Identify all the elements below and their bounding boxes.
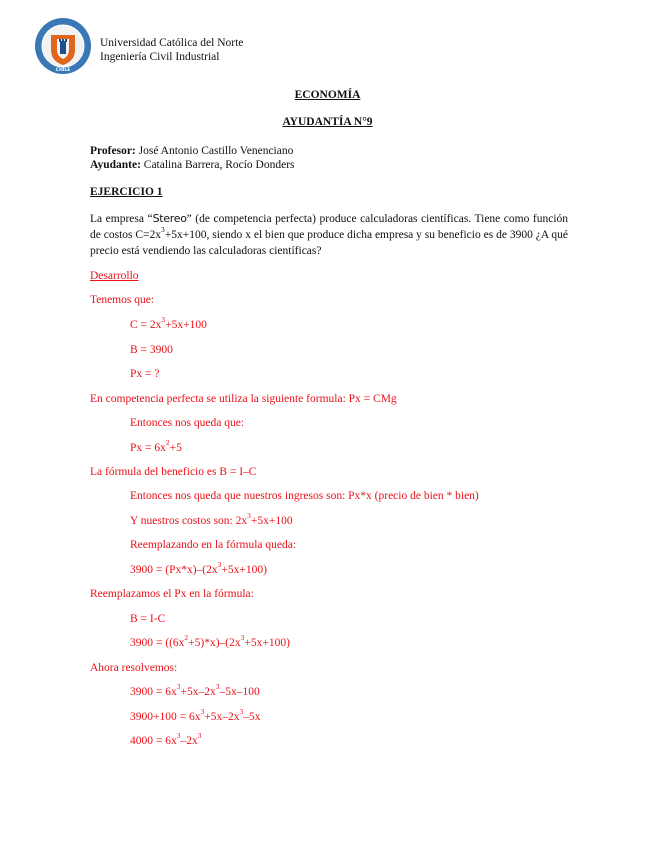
exercise-title: EJERCICIO 1 <box>90 186 163 198</box>
solution-line: En competencia perfecta se utiliza la siguiente formula: Px = CMg <box>90 393 397 405</box>
seal-country-text: CHILE <box>55 68 71 73</box>
brand-name: Stereo <box>152 212 187 225</box>
university-seal-icon <box>34 17 92 75</box>
document-title: ECONOMÍA <box>294 89 361 101</box>
institution-header <box>100 36 243 64</box>
equation-line: $3900 = (Px*x)-(2x^3+5x+100)$ <box>130 560 267 576</box>
ayudante-label: Ayudante: <box>90 159 141 171</box>
department-name: Ingeniería Civil Industrial <box>100 51 220 63</box>
equation-line: Y nuestros costos son: $2x^3+5x+100$ <box>130 511 293 527</box>
equation-line: Px = ? <box>130 368 160 380</box>
solution-line: La fórmula del beneficio es B = I–C <box>90 466 257 478</box>
solution-line: Tenemos que: <box>90 294 155 306</box>
solution-line: Reemplazamos el Px en la fórmula: <box>90 588 254 600</box>
equation-line: $Px = 6x^2+5$ <box>130 438 182 454</box>
document-subtitle: AYUDANTÍA N°9 <box>282 116 373 128</box>
university-name: Universidad Católica del Norte <box>100 37 244 49</box>
solution-line: Reemplazando en la fórmula queda: <box>130 539 297 551</box>
equation-line: $C = 2x^3+5x+100$ <box>130 315 207 331</box>
solution-line: Entonces nos queda que: <box>130 417 245 429</box>
solution-line: Entonces nos queda que nuestros ingresos son: Px*x (precio de bien * bien) <box>130 490 479 502</box>
equation-line: $4000 = 6x^3-2x^3$ <box>130 731 202 747</box>
equation-line: B = 3900 <box>130 344 173 356</box>
profesor-name: José Antonio Castillo Venenciano <box>138 145 294 157</box>
ayudante-name: Catalina Barrera, Rocío Donders <box>143 159 295 171</box>
solution-line: Ahora resolvemos: <box>90 662 178 674</box>
equation-line: $3900 = ((6x^2+5)*x)-(2x^3+5x+100)$ <box>130 633 290 649</box>
problem-statement: La empresa “Stereo” (de competencia perfecta) produce calculadoras científicas. Tiene como función de costos $C=2x^3+5x+100$, siendo x el bien que produce dicha empresa y su beneficio es de 3900 ¿A qué precio está vendiendo las calculadoras científicas? <box>90 212 569 257</box>
equation-line: $3900 = 6x^3+5x-2x^3-5x-100$ <box>130 682 260 698</box>
equation-line: B = I-C <box>130 613 166 625</box>
staff-block <box>90 144 295 172</box>
solution-heading: Desarrollo <box>90 270 139 282</box>
profesor-label: Profesor: <box>90 145 136 157</box>
equation-line: $3900+100 = 6x^3+5x-2x^3-5x$ <box>130 707 261 723</box>
